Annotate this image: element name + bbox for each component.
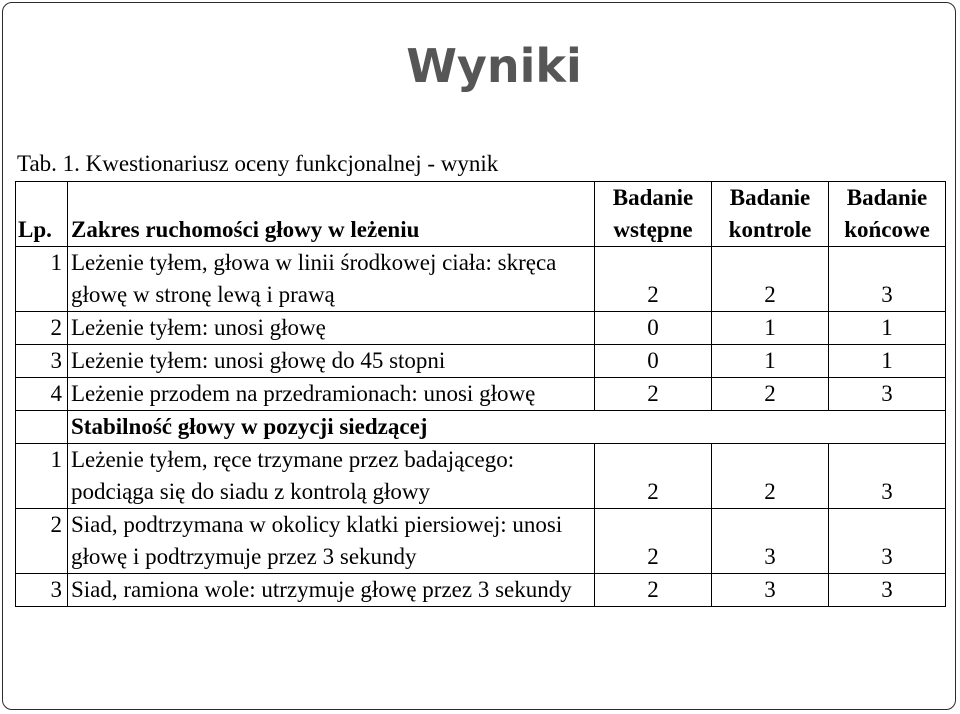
slide [2, 2, 956, 710]
table-row [16, 345, 946, 378]
table-row [16, 247, 946, 312]
row-initial: 0 [595, 345, 712, 378]
row-lp: 3 [16, 345, 68, 378]
row-lp: 3 [16, 574, 68, 607]
table-row [16, 574, 946, 607]
table-row [16, 312, 946, 345]
table-row [16, 378, 946, 411]
row-text: Leżenie tyłem: unosi głowę [68, 312, 595, 345]
row-control: 3 [712, 574, 829, 607]
row-final: 3 [829, 378, 946, 411]
results-table [15, 181, 946, 607]
table-row [16, 444, 946, 509]
table-caption: Tab. 1. Kwestionariusz oceny funkcjonalnej - wynik [17, 151, 499, 176]
row-control: 3 [712, 509, 829, 574]
section-lp [16, 411, 68, 444]
header-final: Badanie końcowe [829, 182, 946, 247]
row-text: Leżenie przodem na przedramionach: unosi głowę [68, 378, 595, 411]
row-lp: 1 [16, 444, 68, 509]
row-lp: 4 [16, 378, 68, 411]
row-lp: 1 [16, 247, 68, 312]
slide-title: Wyniki [406, 39, 582, 93]
row-control: 1 [712, 312, 829, 345]
row-final: 1 [829, 312, 946, 345]
header-range: Zakres ruchomości głowy w leżeniu [68, 182, 595, 247]
row-control: 2 [712, 444, 829, 509]
row-lp: 2 [16, 312, 68, 345]
row-text: Siad, podtrzymana w okolicy klatki piersiowej: unosi głowę i podtrzymuje przez 3 sekundy [68, 509, 595, 574]
row-lp: 2 [16, 509, 68, 574]
row-final: 3 [829, 509, 946, 574]
header-lp: Lp. [16, 182, 68, 247]
row-initial: 2 [595, 247, 712, 312]
section-row [16, 411, 946, 444]
header-control: Badanie kontrole [712, 182, 829, 247]
row-initial: 2 [595, 574, 712, 607]
row-final: 1 [829, 345, 946, 378]
row-final: 3 [829, 247, 946, 312]
row-text: Leżenie tyłem, głowa w linii środkowej ciała: skręca głowę w stronę lewą i prawą [68, 247, 595, 312]
row-text: Leżenie tyłem, ręce trzymane przez badającego: podciąga się do siadu z kontrolą głowy [68, 444, 595, 509]
row-initial: 2 [595, 378, 712, 411]
row-control: 1 [712, 345, 829, 378]
section-title: Stabilność głowy w pozycji siedzącej [68, 411, 946, 444]
row-initial: 2 [595, 509, 712, 574]
table-row [16, 509, 946, 574]
header-initial: Badanie wstępne [595, 182, 712, 247]
row-initial: 0 [595, 312, 712, 345]
row-text: Leżenie tyłem: unosi głowę do 45 stopni [68, 345, 595, 378]
row-final: 3 [829, 444, 946, 509]
row-initial: 2 [595, 444, 712, 509]
row-control: 2 [712, 378, 829, 411]
table-header-row [16, 182, 946, 247]
row-text: Siad, ramiona wole: utrzymuje głowę przez 3 sekundy [68, 574, 595, 607]
row-final: 3 [829, 574, 946, 607]
row-control: 2 [712, 247, 829, 312]
